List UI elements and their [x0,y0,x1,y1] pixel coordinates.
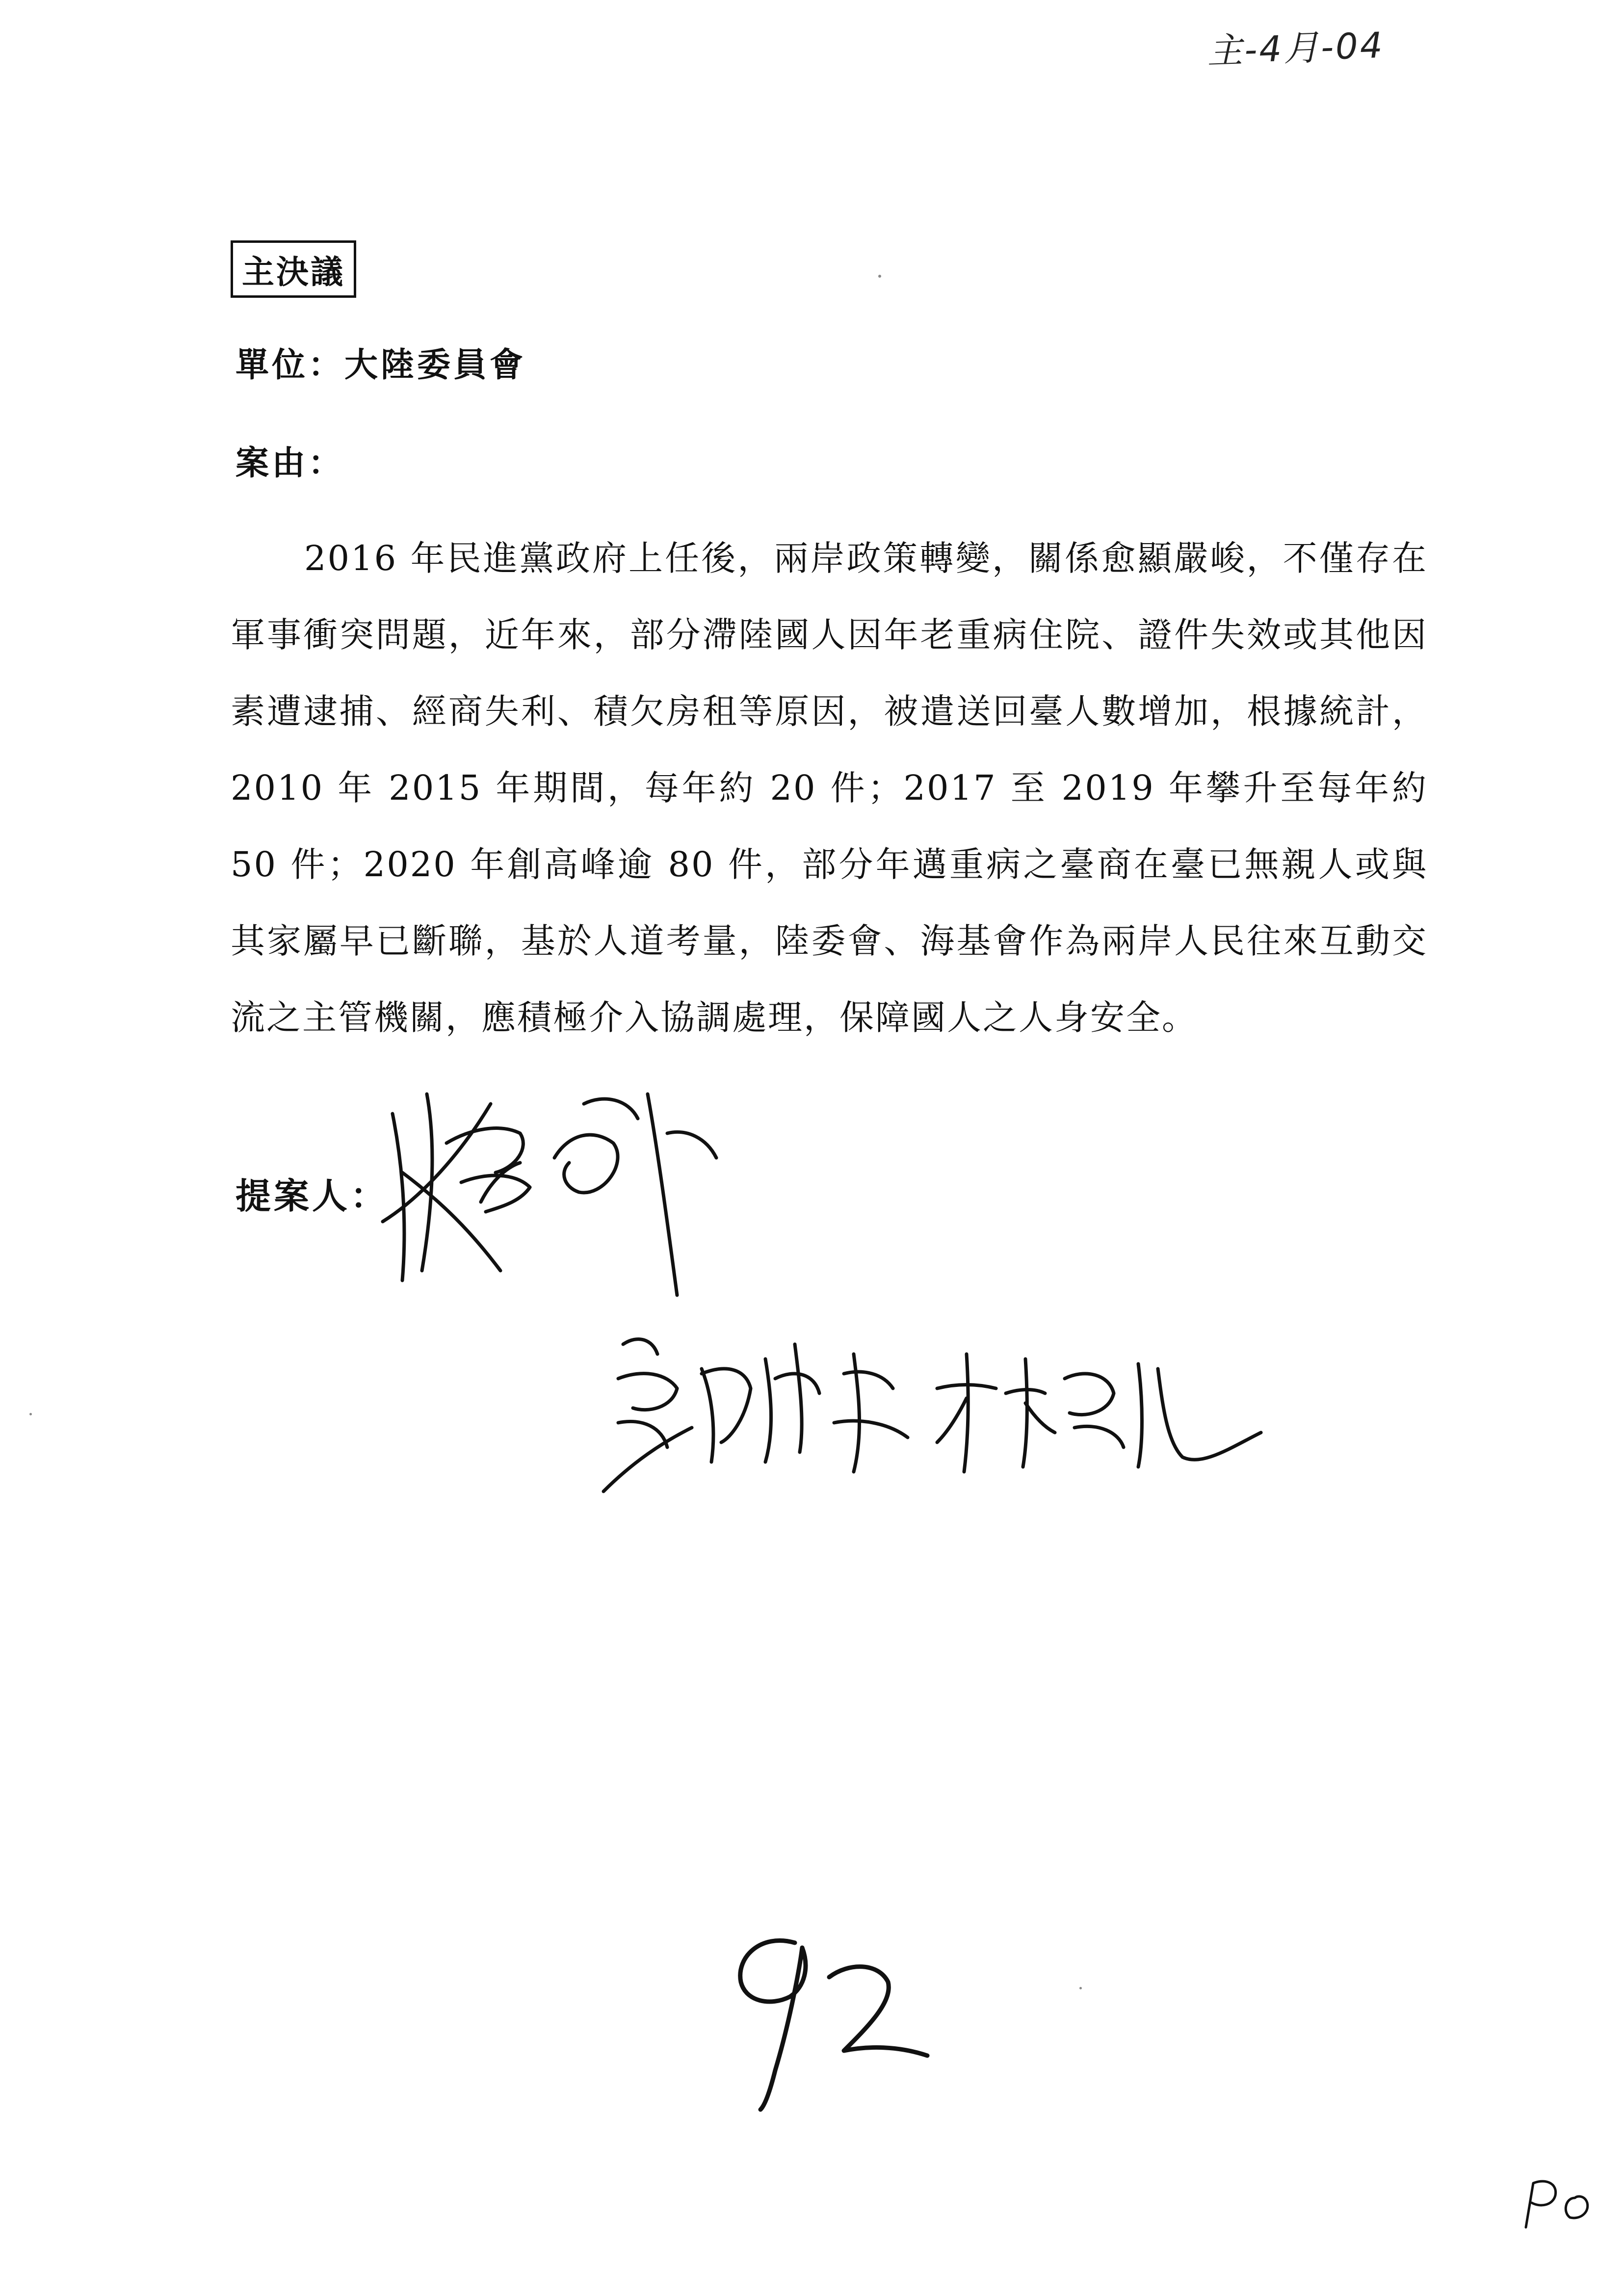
proposer-label: 提案人： [236,1175,389,1217]
unit-line: 單位：大陸委員會 [236,346,526,385]
handwritten-page-number [721,1913,937,2119]
signature-2 [589,1315,922,1501]
scan-speck [1079,1987,1082,1989]
signature-1 [373,1074,746,1305]
scan-speck [29,1413,32,1415]
reason-label: 案由： [236,444,345,483]
reason-body: 2016 年民進黨政府上任後，兩岸政策轉變，關係愈顯嚴峻，不僅存在軍事衝突問題，近年來，部分滯陸國人因年老重病住院、證件失效或其他因素遭逮捕、經商失利、積欠房租等原因，被遣送回臺人數增加，根據統計，2010 年 2015 年期間，每年約 20 件；2017 至 2019 年攀升至每年約 50 件；2020 年創高峰逾 80 件，部分年邁重病之臺商在臺已無親人或與其家屬早已斷聯，基於人道考量，陸委會、海基會作為兩岸人民往來互動交流之主管機關，應積極介入協調處理，保障國人之人身安全。 [231,538,1428,1038]
handwritten-corner-mark: 主-4月-04 [1206,24,1385,72]
scan-speck [878,275,881,278]
handwritten-corner-note [1516,2173,1599,2232]
document-title: 主決議 [231,240,356,298]
signature-3 [927,1334,1271,1482]
